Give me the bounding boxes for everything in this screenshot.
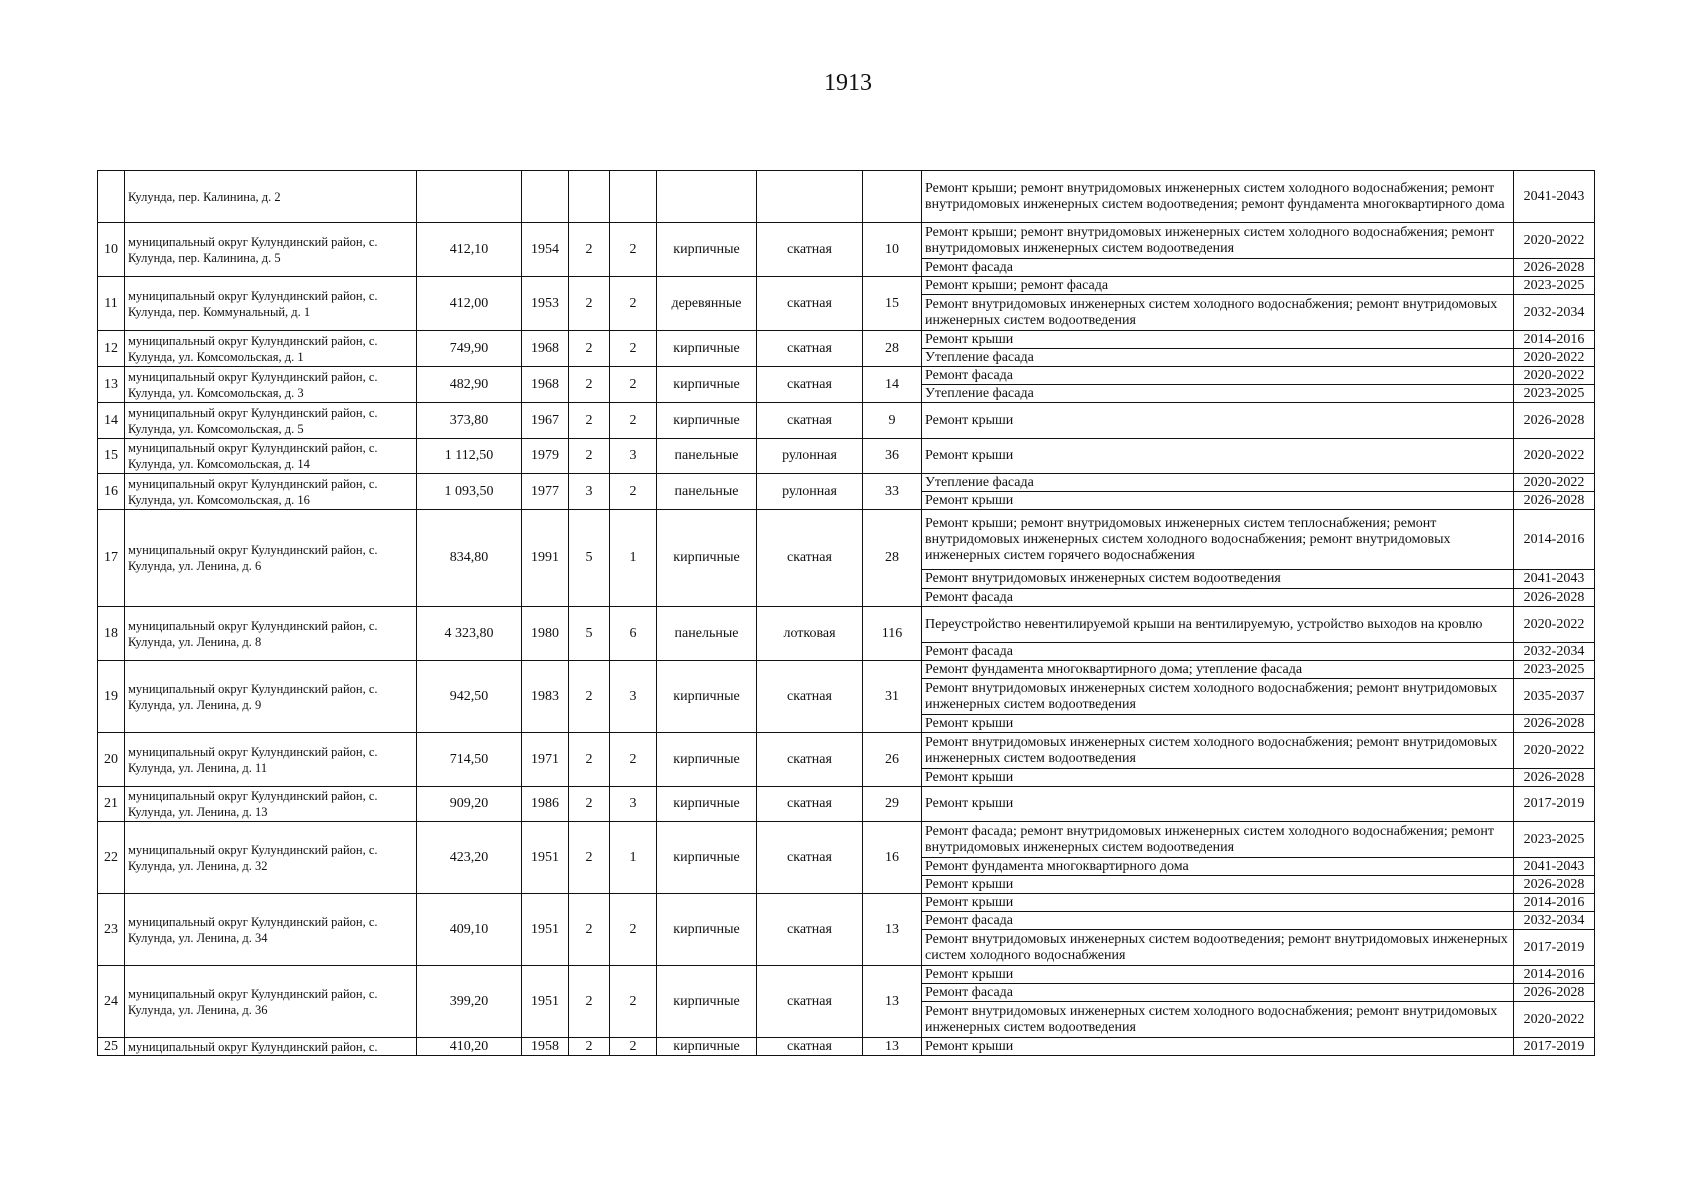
floors-cell: 3 — [569, 474, 610, 510]
period-cell: 2020-2022 — [1514, 439, 1595, 474]
work-description-cell: Ремонт крыши — [922, 439, 1514, 474]
period-cell: 2017-2019 — [1514, 930, 1595, 966]
row-number: 10 — [98, 223, 125, 277]
work-description-cell: Ремонт фасада — [922, 589, 1514, 607]
table-row — [98, 474, 1595, 492]
wall-material-cell: кирпичные — [657, 403, 757, 439]
address-cell: муниципальный округ Кулундинский район, с. Кулунда, ул. Ленина, д. 8 — [125, 607, 417, 661]
wall-material-cell: кирпичные — [657, 787, 757, 822]
period-cell: 2041-2043 — [1514, 570, 1595, 589]
work-description-cell: Ремонт крыши — [922, 787, 1514, 822]
period-cell: 2017-2019 — [1514, 1038, 1595, 1056]
table-row — [98, 403, 1595, 439]
wall-material-cell: кирпичные — [657, 733, 757, 787]
table-row — [98, 733, 1595, 769]
area-cell: 410,20 — [417, 1038, 522, 1056]
roof-type-cell: скатная — [757, 733, 863, 787]
roof-type-cell: скатная — [757, 1038, 863, 1056]
row-number: 12 — [98, 331, 125, 367]
floors-cell: 5 — [569, 607, 610, 661]
row-number: 21 — [98, 787, 125, 822]
period-cell: 2014-2016 — [1514, 894, 1595, 912]
table-row — [98, 331, 1595, 349]
area-cell: 423,20 — [417, 822, 522, 894]
address-cell: муниципальный округ Кулундинский район, с. Кулунда, пер. Коммунальный, д. 1 — [125, 277, 417, 331]
work-description-cell: Ремонт крыши — [922, 331, 1514, 349]
floors-cell: 2 — [569, 403, 610, 439]
apartments-cell: 26 — [863, 733, 922, 787]
entrances-cell: 6 — [610, 607, 657, 661]
wall-material-cell: кирпичные — [657, 822, 757, 894]
year-cell: 1986 — [522, 787, 569, 822]
wall-material-cell: панельные — [657, 439, 757, 474]
table-row — [98, 171, 1595, 223]
period-cell: 2041-2043 — [1514, 858, 1595, 876]
wall-material-cell: кирпичные — [657, 367, 757, 403]
floors-cell: 2 — [569, 223, 610, 277]
area-cell: 4 323,80 — [417, 607, 522, 661]
work-description-cell: Ремонт крыши; ремонт внутридомовых инженерных систем теплоснабжения; ремонт внутридомовых инженерных систем холодного водоснабжения; ремонт внутридомовых инженерных систем горячего водоснабжения — [922, 510, 1514, 570]
area-cell — [417, 171, 522, 223]
year-cell: 1951 — [522, 966, 569, 1038]
period-cell: 2026-2028 — [1514, 492, 1595, 510]
apartments-cell: 13 — [863, 966, 922, 1038]
wall-material-cell: кирпичные — [657, 510, 757, 607]
row-number: 22 — [98, 822, 125, 894]
roof-type-cell: рулонная — [757, 474, 863, 510]
area-cell: 482,90 — [417, 367, 522, 403]
area-cell: 412,00 — [417, 277, 522, 331]
year-cell: 1968 — [522, 367, 569, 403]
year-cell — [522, 171, 569, 223]
year-cell: 1977 — [522, 474, 569, 510]
apartments-cell: 28 — [863, 510, 922, 607]
roof-type-cell: скатная — [757, 403, 863, 439]
roof-type-cell: скатная — [757, 510, 863, 607]
period-cell: 2014-2016 — [1514, 510, 1595, 570]
address-cell: муниципальный округ Кулундинский район, с. — [125, 1038, 417, 1056]
year-cell: 1954 — [522, 223, 569, 277]
floors-cell: 2 — [569, 1038, 610, 1056]
table-row — [98, 510, 1595, 570]
table-row — [98, 223, 1595, 259]
apartments-cell: 36 — [863, 439, 922, 474]
row-number: 20 — [98, 733, 125, 787]
row-number: 25 — [98, 1038, 125, 1056]
period-cell: 2023-2025 — [1514, 385, 1595, 403]
area-cell: 412,10 — [417, 223, 522, 277]
table-row — [98, 277, 1595, 295]
apartments-cell: 31 — [863, 661, 922, 733]
table-row — [98, 1038, 1595, 1056]
roof-type-cell: скатная — [757, 331, 863, 367]
address-cell: Кулунда, пер. Калинина, д. 2 — [125, 171, 417, 223]
period-cell: 2026-2028 — [1514, 259, 1595, 277]
row-number: 15 — [98, 439, 125, 474]
period-cell: 2032-2034 — [1514, 295, 1595, 331]
period-cell: 2020-2022 — [1514, 1002, 1595, 1038]
floors-cell: 2 — [569, 331, 610, 367]
table-row — [98, 894, 1595, 912]
row-number: 11 — [98, 277, 125, 331]
apartments-cell: 116 — [863, 607, 922, 661]
row-number: 18 — [98, 607, 125, 661]
row-number: 23 — [98, 894, 125, 966]
period-cell: 2020-2022 — [1514, 474, 1595, 492]
area-cell: 409,10 — [417, 894, 522, 966]
year-cell: 1953 — [522, 277, 569, 331]
address-cell: муниципальный округ Кулундинский район, с. Кулунда, ул. Ленина, д. 36 — [125, 966, 417, 1038]
address-cell: муниципальный округ Кулундинский район, с. Кулунда, ул. Комсомольская, д. 3 — [125, 367, 417, 403]
period-cell: 2020-2022 — [1514, 367, 1595, 385]
period-cell: 2026-2028 — [1514, 876, 1595, 894]
work-description-cell: Ремонт крыши — [922, 1038, 1514, 1056]
area-cell: 1 093,50 — [417, 474, 522, 510]
area-cell: 749,90 — [417, 331, 522, 367]
entrances-cell: 2 — [610, 223, 657, 277]
roof-type-cell: скатная — [757, 894, 863, 966]
roof-type-cell: скатная — [757, 367, 863, 403]
address-cell: муниципальный округ Кулундинский район, с. Кулунда, ул. Ленина, д. 11 — [125, 733, 417, 787]
year-cell: 1951 — [522, 822, 569, 894]
roof-type-cell: скатная — [757, 661, 863, 733]
address-cell: муниципальный округ Кулундинский район, с. Кулунда, ул. Ленина, д. 34 — [125, 894, 417, 966]
period-cell: 2026-2028 — [1514, 589, 1595, 607]
address-cell: муниципальный округ Кулундинский район, с. Кулунда, пер. Калинина, д. 5 — [125, 223, 417, 277]
period-cell: 2023-2025 — [1514, 661, 1595, 679]
area-cell: 834,80 — [417, 510, 522, 607]
wall-material-cell: кирпичные — [657, 661, 757, 733]
wall-material-cell: деревянные — [657, 277, 757, 331]
apartments-cell: 9 — [863, 403, 922, 439]
floors-cell: 5 — [569, 510, 610, 607]
page-number: 1913 — [824, 70, 872, 96]
work-description-cell: Ремонт крыши — [922, 715, 1514, 733]
year-cell: 1971 — [522, 733, 569, 787]
wall-material-cell: кирпичные — [657, 894, 757, 966]
entrances-cell: 3 — [610, 439, 657, 474]
row-number: 24 — [98, 966, 125, 1038]
work-description-cell: Ремонт фундамента многоквартирного дома; утепление фасада — [922, 661, 1514, 679]
area-cell: 1 112,50 — [417, 439, 522, 474]
row-number: 16 — [98, 474, 125, 510]
work-description-cell: Ремонт крыши; ремонт внутридомовых инженерных систем холодного водоснабжения; ремонт внутридомовых инженерных систем водоотведения — [922, 223, 1514, 259]
period-cell: 2026-2028 — [1514, 403, 1595, 439]
table-body — [98, 171, 1595, 1056]
address-cell: муниципальный округ Кулундинский район, с. Кулунда, ул. Ленина, д. 13 — [125, 787, 417, 822]
work-description-cell: Ремонт фасада — [922, 259, 1514, 277]
entrances-cell: 2 — [610, 894, 657, 966]
work-description-cell: Утепление фасада — [922, 474, 1514, 492]
address-cell: муниципальный округ Кулундинский район, с. Кулунда, ул. Комсомольская, д. 16 — [125, 474, 417, 510]
address-cell: муниципальный округ Кулундинский район, с. Кулунда, ул. Комсомольская, д. 1 — [125, 331, 417, 367]
entrances-cell: 2 — [610, 966, 657, 1038]
floors-cell: 2 — [569, 966, 610, 1038]
roof-type-cell: скатная — [757, 822, 863, 894]
period-cell: 2041-2043 — [1514, 171, 1595, 223]
table-row — [98, 787, 1595, 822]
period-cell: 2023-2025 — [1514, 277, 1595, 295]
work-description-cell: Ремонт крыши — [922, 769, 1514, 787]
work-description-cell: Переустройство невентилируемой крыши на вентилируемую, устройство выходов на кровлю — [922, 607, 1514, 643]
work-description-cell: Ремонт крыши — [922, 894, 1514, 912]
period-cell: 2032-2034 — [1514, 912, 1595, 930]
wall-material-cell: кирпичные — [657, 223, 757, 277]
area-cell: 399,20 — [417, 966, 522, 1038]
work-description-cell: Ремонт фундамента многоквартирного дома — [922, 858, 1514, 876]
wall-material-cell — [657, 171, 757, 223]
wall-material-cell: панельные — [657, 474, 757, 510]
apartments-cell — [863, 171, 922, 223]
period-cell: 2014-2016 — [1514, 331, 1595, 349]
wall-material-cell: кирпичные — [657, 966, 757, 1038]
roof-type-cell: скатная — [757, 787, 863, 822]
work-description-cell: Ремонт внутридомовых инженерных систем холодного водоснабжения; ремонт внутридомовых инженерных систем водоотведения — [922, 295, 1514, 331]
row-number: 14 — [98, 403, 125, 439]
row-number — [98, 171, 125, 223]
work-description-cell: Ремонт крыши; ремонт фасада — [922, 277, 1514, 295]
year-cell: 1958 — [522, 1038, 569, 1056]
work-description-cell: Ремонт внутридомовых инженерных систем водоотведения; ремонт внутридомовых инженерных систем холодного водоснабжения — [922, 930, 1514, 966]
floors-cell: 2 — [569, 661, 610, 733]
period-cell: 2035-2037 — [1514, 679, 1595, 715]
work-description-cell: Ремонт внутридомовых инженерных систем водоотведения — [922, 570, 1514, 589]
period-cell: 2026-2028 — [1514, 769, 1595, 787]
period-cell: 2020-2022 — [1514, 733, 1595, 769]
table-row — [98, 661, 1595, 679]
address-cell: муниципальный округ Кулундинский район, с. Кулунда, ул. Ленина, д. 6 — [125, 510, 417, 607]
period-cell: 2032-2034 — [1514, 643, 1595, 661]
roof-type-cell: лотковая — [757, 607, 863, 661]
wall-material-cell: панельные — [657, 607, 757, 661]
entrances-cell: 3 — [610, 787, 657, 822]
floors-cell: 2 — [569, 787, 610, 822]
work-description-cell: Ремонт фасада — [922, 984, 1514, 1002]
floors-cell: 2 — [569, 822, 610, 894]
work-description-cell: Ремонт фасада — [922, 367, 1514, 385]
entrances-cell: 2 — [610, 331, 657, 367]
entrances-cell: 1 — [610, 510, 657, 607]
row-number: 13 — [98, 367, 125, 403]
address-cell: муниципальный округ Кулундинский район, с. Кулунда, ул. Комсомольская, д. 5 — [125, 403, 417, 439]
floors-cell — [569, 171, 610, 223]
floors-cell: 2 — [569, 894, 610, 966]
area-cell: 909,20 — [417, 787, 522, 822]
apartments-cell: 14 — [863, 367, 922, 403]
apartments-cell: 15 — [863, 277, 922, 331]
year-cell: 1980 — [522, 607, 569, 661]
housing-repair-table — [97, 170, 1595, 1056]
period-cell: 2023-2025 — [1514, 822, 1595, 858]
wall-material-cell: кирпичные — [657, 331, 757, 367]
table-row — [98, 607, 1595, 643]
roof-type-cell: скатная — [757, 223, 863, 277]
work-description-cell: Ремонт крыши — [922, 403, 1514, 439]
work-description-cell: Ремонт крыши — [922, 492, 1514, 510]
floors-cell: 2 — [569, 439, 610, 474]
period-cell: 2017-2019 — [1514, 787, 1595, 822]
apartments-cell: 10 — [863, 223, 922, 277]
area-cell: 373,80 — [417, 403, 522, 439]
work-description-cell: Утепление фасада — [922, 385, 1514, 403]
period-cell: 2020-2022 — [1514, 223, 1595, 259]
entrances-cell: 2 — [610, 474, 657, 510]
apartments-cell: 29 — [863, 787, 922, 822]
address-cell: муниципальный округ Кулундинский район, с. Кулунда, ул. Ленина, д. 9 — [125, 661, 417, 733]
floors-cell: 2 — [569, 277, 610, 331]
floors-cell: 2 — [569, 367, 610, 403]
period-cell: 2026-2028 — [1514, 984, 1595, 1002]
roof-type-cell: скатная — [757, 966, 863, 1038]
area-cell: 714,50 — [417, 733, 522, 787]
entrances-cell: 2 — [610, 403, 657, 439]
table-row — [98, 367, 1595, 385]
apartments-cell: 16 — [863, 822, 922, 894]
period-cell: 2026-2028 — [1514, 715, 1595, 733]
entrances-cell: 2 — [610, 733, 657, 787]
period-cell: 2014-2016 — [1514, 966, 1595, 984]
wall-material-cell: кирпичные — [657, 1038, 757, 1056]
period-cell: 2020-2022 — [1514, 607, 1595, 643]
apartments-cell: 28 — [863, 331, 922, 367]
year-cell: 1979 — [522, 439, 569, 474]
entrances-cell: 2 — [610, 1038, 657, 1056]
entrances-cell — [610, 171, 657, 223]
entrances-cell: 3 — [610, 661, 657, 733]
work-description-cell: Ремонт крыши — [922, 876, 1514, 894]
year-cell: 1951 — [522, 894, 569, 966]
entrances-cell: 1 — [610, 822, 657, 894]
year-cell: 1983 — [522, 661, 569, 733]
work-description-cell: Ремонт внутридомовых инженерных систем холодного водоснабжения; ремонт внутридомовых инженерных систем водоотведения — [922, 679, 1514, 715]
work-description-cell: Ремонт внутридомовых инженерных систем холодного водоснабжения; ремонт внутридомовых инженерных систем водоотведения — [922, 733, 1514, 769]
area-cell: 942,50 — [417, 661, 522, 733]
work-description-cell: Ремонт фасада; ремонт внутридомовых инженерных систем холодного водоснабжения; ремонт внутридомовых инженерных систем водоотведения — [922, 822, 1514, 858]
roof-type-cell: рулонная — [757, 439, 863, 474]
row-number: 19 — [98, 661, 125, 733]
period-cell: 2020-2022 — [1514, 349, 1595, 367]
table-row — [98, 822, 1595, 858]
floors-cell: 2 — [569, 733, 610, 787]
table-row — [98, 439, 1595, 474]
work-description-cell: Ремонт внутридомовых инженерных систем холодного водоснабжения; ремонт внутридомовых инженерных систем водоотведения — [922, 1002, 1514, 1038]
year-cell: 1991 — [522, 510, 569, 607]
work-description-cell: Ремонт крыши; ремонт внутридомовых инженерных систем холодного водоснабжения; ремонт внутридомовых инженерных систем водоотведения; ремонт фундамента многоквартирного дома — [922, 171, 1514, 223]
roof-type-cell — [757, 171, 863, 223]
entrances-cell: 2 — [610, 277, 657, 331]
row-number: 17 — [98, 510, 125, 607]
year-cell: 1967 — [522, 403, 569, 439]
table-row — [98, 966, 1595, 984]
address-cell: муниципальный округ Кулундинский район, с. Кулунда, ул. Ленина, д. 32 — [125, 822, 417, 894]
apartments-cell: 13 — [863, 894, 922, 966]
work-description-cell: Ремонт фасада — [922, 912, 1514, 930]
work-description-cell: Утепление фасада — [922, 349, 1514, 367]
apartments-cell: 13 — [863, 1038, 922, 1056]
address-cell: муниципальный округ Кулундинский район, с. Кулунда, ул. Комсомольская, д. 14 — [125, 439, 417, 474]
work-description-cell: Ремонт фасада — [922, 643, 1514, 661]
roof-type-cell: скатная — [757, 277, 863, 331]
entrances-cell: 2 — [610, 367, 657, 403]
work-description-cell: Ремонт крыши — [922, 966, 1514, 984]
year-cell: 1968 — [522, 331, 569, 367]
apartments-cell: 33 — [863, 474, 922, 510]
